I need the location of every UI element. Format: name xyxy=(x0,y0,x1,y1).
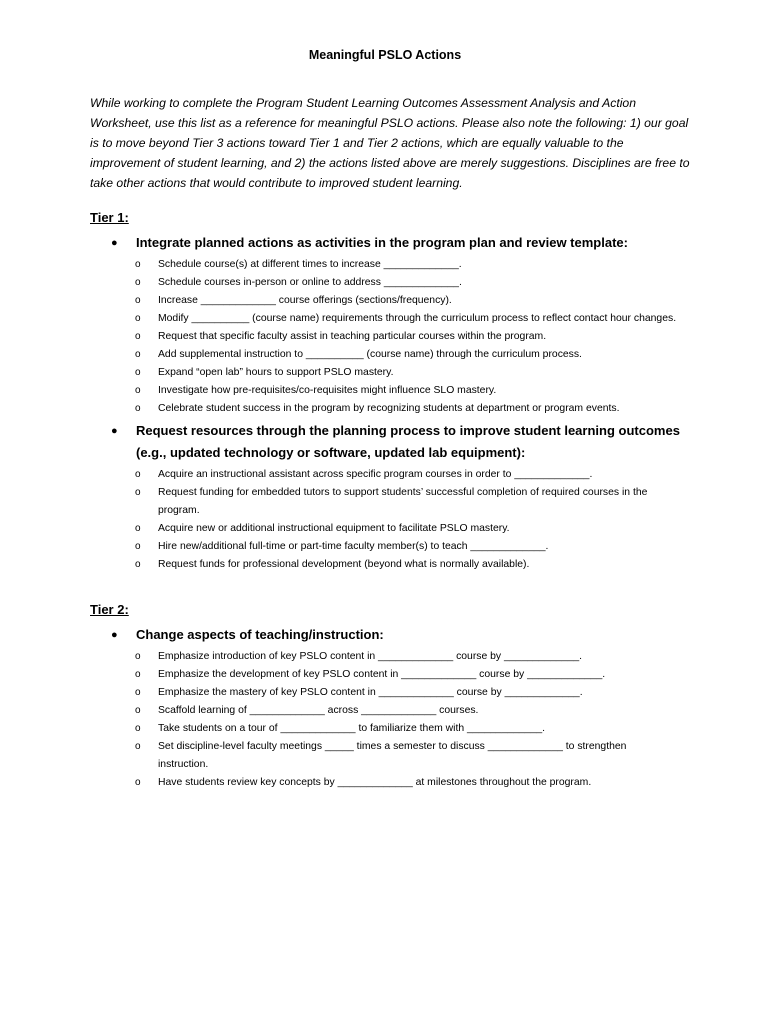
circle-bullet-icon: o xyxy=(135,469,141,480)
list-item: o Emphasize introduction of key PSLO content in _____________ course by _____________. xyxy=(90,648,678,666)
list-item: o Request that specific faculty assist in teaching particular courses within the program. xyxy=(90,328,678,346)
list-item: o Acquire an instructional assistant across specific program courses in order to _____________. xyxy=(90,466,678,484)
tier-2-heading: Tier 2: xyxy=(90,602,129,617)
section-heading-text: Request resources through the planning process to improve student learning outcomes (e.g., updated technology or software, updated lab equipment): xyxy=(136,423,680,460)
circle-bullet-icon: o xyxy=(135,723,141,734)
tier-1 xyxy=(90,210,690,576)
list-item: o Expand “open lab” hours to support PSLO mastery. xyxy=(90,364,678,382)
circle-bullet-icon: o xyxy=(135,705,141,716)
circle-bullet-icon: o xyxy=(135,687,141,698)
section-heading-text: Integrate planned actions as activities in the program plan and review template: xyxy=(136,235,628,250)
circle-bullet-icon: o xyxy=(135,331,141,342)
list-item: o Take students on a tour of _____________ to familiarize them with _____________. xyxy=(90,720,678,738)
circle-bullet-icon: o xyxy=(135,777,141,788)
list-item: o Acquire new or additional instructional equipment to facilitate PSLO mastery. xyxy=(90,520,678,538)
circle-bullet-icon: o xyxy=(135,403,141,414)
tier-2-section-teaching xyxy=(90,624,690,792)
circle-bullet-icon: o xyxy=(135,559,141,570)
circle-bullet-icon: o xyxy=(135,277,141,288)
list-item: o Request funds for professional development (beyond what is normally available). xyxy=(90,556,678,574)
circle-bullet-icon: o xyxy=(135,259,141,270)
bullet-icon: ● xyxy=(111,425,118,437)
circle-bullet-icon: o xyxy=(135,385,141,396)
bullet-icon: ● xyxy=(111,237,118,249)
page-title: Meaningful PSLO Actions xyxy=(308,48,462,62)
section-heading xyxy=(90,624,690,646)
circle-bullet-icon: o xyxy=(135,313,141,324)
action-list xyxy=(90,648,690,792)
list-item: o Schedule courses in-person or online to address _____________. xyxy=(90,274,678,292)
list-item: o Add supplemental instruction to __________ (course name) through the curriculum process. xyxy=(90,346,678,364)
circle-bullet-icon: o xyxy=(135,349,141,360)
list-item: o Emphasize the development of key PSLO content in _____________ course by _____________. xyxy=(90,666,678,684)
section-heading xyxy=(90,232,690,254)
tier-1-heading: Tier 1: xyxy=(90,210,129,225)
circle-bullet-icon: o xyxy=(135,523,141,534)
action-list xyxy=(90,466,690,574)
list-item: o Schedule course(s) at different times to increase _____________. xyxy=(90,256,678,274)
list-item: o Scaffold learning of _____________ across _____________ courses. xyxy=(90,702,678,720)
tier-1-section-request-resources xyxy=(90,420,690,574)
circle-bullet-icon: o xyxy=(135,487,141,498)
circle-bullet-icon: o xyxy=(135,541,141,552)
list-item: o Investigate how pre-requisites/co-requisites might influence SLO mastery. xyxy=(90,382,678,400)
list-item: o Request funding for embedded tutors to support students’ successful completion of required courses in the program. xyxy=(90,484,678,520)
intro-paragraph: While working to complete the Program Student Learning Outcomes Assessment Analysis and Action Worksheet, use this list as a reference for meaningful PSLO actions. Please also note the following: 1) our goal is to move beyond Tier 3 actions toward Tier 1 and Tier 2 actions, which are equally valuable to the improvement of student learning, and 2) the actions listed above are merely suggestions. Disciplines are free to take other actions that would contribute to improved student learning. xyxy=(90,96,690,190)
circle-bullet-icon: o xyxy=(135,295,141,306)
section-heading xyxy=(90,420,690,464)
tier-2 xyxy=(90,602,690,794)
list-item: o Celebrate student success in the program by recognizing students at department or program events. xyxy=(90,400,678,418)
section-heading-text: Change aspects of teaching/instruction: xyxy=(136,627,384,642)
circle-bullet-icon: o xyxy=(135,651,141,662)
circle-bullet-icon: o xyxy=(135,367,141,378)
list-item: o Set discipline-level faculty meetings _____ times a semester to discuss _____________ to strengthen instruction. xyxy=(90,738,678,774)
list-item: o Increase _____________ course offerings (sections/frequency). xyxy=(90,292,678,310)
list-item: o Modify __________ (course name) requirements through the curriculum process to reflect contact hour changes. xyxy=(90,310,678,328)
list-item: o Hire new/additional full-time or part-time faculty member(s) to teach _____________. xyxy=(90,538,678,556)
circle-bullet-icon: o xyxy=(135,741,141,752)
action-list xyxy=(90,256,690,418)
list-item: o Emphasize the mastery of key PSLO content in _____________ course by _____________. xyxy=(90,684,678,702)
tier-1-section-planned-actions xyxy=(90,232,690,418)
list-item: o Have students review key concepts by _____________ at milestones throughout the program. xyxy=(90,774,678,792)
circle-bullet-icon: o xyxy=(135,669,141,680)
bullet-icon: ● xyxy=(111,629,118,641)
